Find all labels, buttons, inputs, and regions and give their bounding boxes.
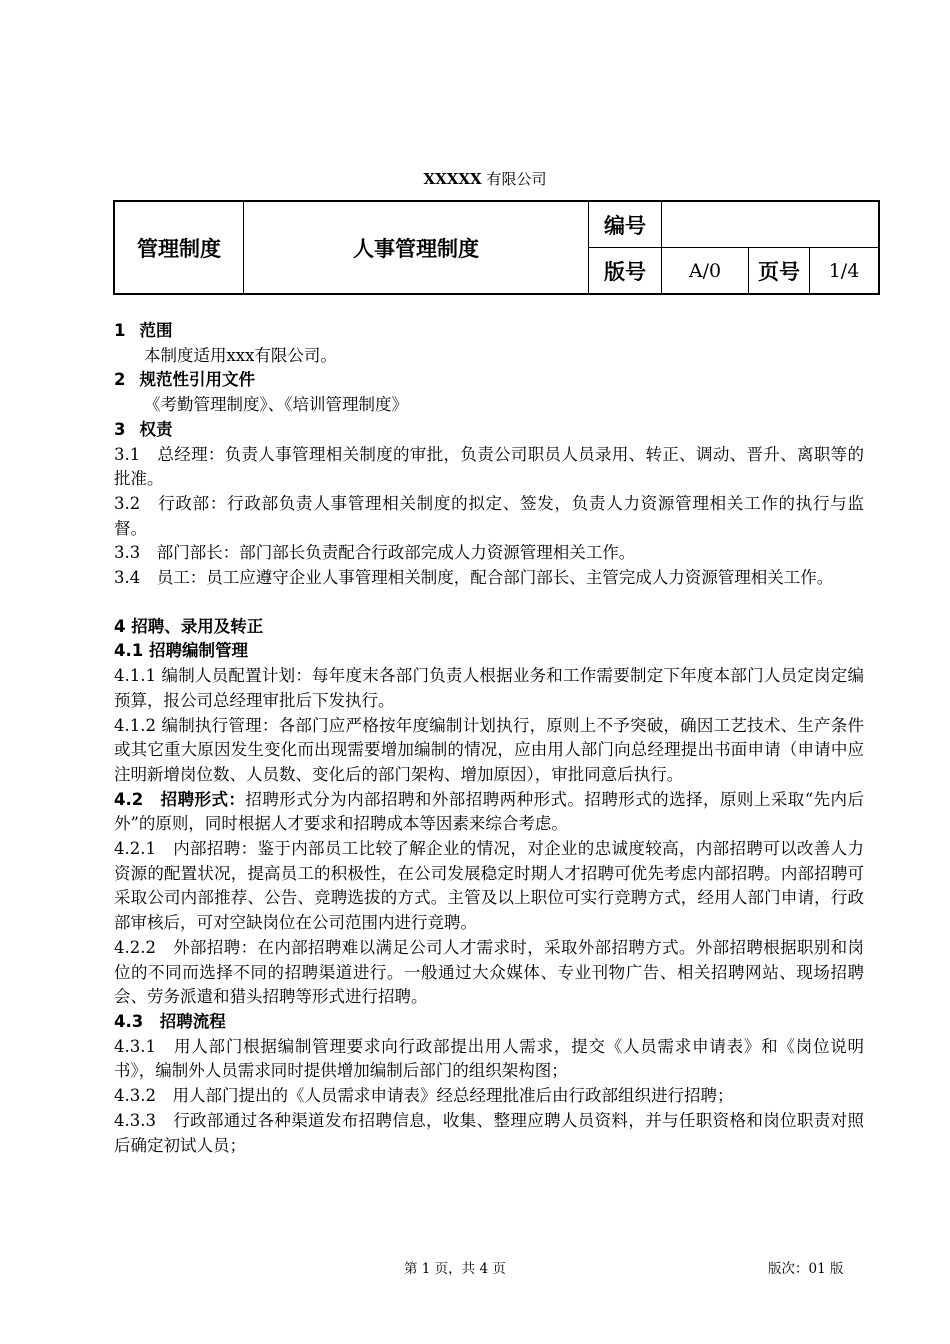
- paragraph-4-2-1: 4.2.1 内部招聘：鉴于内部员工比较了解企业的情况，对企业的忠诚度较高，内部招聘可以改善人力资源的配置状况，提高员工的积极性，在公司发展稳定时期人才招聘可优先考虑内部招聘。内部招聘可采取公司内部推荐、公告、竞聘选拔的方式。主管及以上职位可实行竞聘方式，经用人部门申请，行政部审核后，可对空缺岗位在公司范围内进行竞聘。: [114, 839, 864, 933]
- doc-title: 人事管理制度: [244, 201, 589, 294]
- page-label: 页号: [749, 248, 810, 295]
- paragraph-4-1-2: 4.1.2 编制执行管理：各部门应严格按年度编制计划执行，原则上不予突破，确因工艺技术、生产条件或其它重大原因发生变化而出现需要增加编制的情况，应由用人部门向总经理提出书面申请（申请中应注明新增岗位数、人员数、变化后的部门架构、增加原因），审批同意后执行。: [114, 715, 864, 784]
- footer-edition: 版次：01 版: [768, 1261, 844, 1277]
- spacer: [114, 591, 864, 615]
- document-header-table: [113, 200, 880, 295]
- paragraph-3-1: 3.1 总经理：负责人事管理相关制度的审批，负责公司职员人员录用、转正、调动、晋升、离职等的批准。: [114, 444, 864, 489]
- footer-page-info: 第 1 页，共 4 页: [404, 1261, 506, 1277]
- section-1-heading: 1 范围: [114, 321, 173, 340]
- section-3-heading: 3 权责: [114, 419, 173, 439]
- paragraph-4-3-2: 4.3.2 用人部门提出的《人员需求申请表》经总经理批准后由行政部组织进行招聘；: [114, 1086, 734, 1106]
- section-1-text: 本制度适用xxx有限公司。: [144, 345, 337, 365]
- page-value: 1/4: [810, 248, 880, 295]
- paragraph-4-3-1: 4.3.1 用人部门根据编制管理要求向行政部提出用人需求，提交《人员需求申请表》和《岗位说明书》，编制外人员需求同时提供增加编制后部门的组织架构图；: [114, 1036, 864, 1081]
- code-value: [662, 201, 880, 248]
- section-4-heading: 4 招聘、录用及转正: [114, 616, 264, 636]
- paragraph-3-2: 3.2 行政部：行政部负责人事管理相关制度的拟定、签发，负责人力资源管理相关工作的执行与监督。: [114, 493, 864, 538]
- section-4-2-heading: 4.2 招聘形式：: [114, 789, 246, 809]
- document-body: [114, 319, 864, 1158]
- version-value: A/0: [662, 248, 749, 295]
- paragraph-4-2-2: 4.2.2 外部招聘：在内部招聘难以满足公司人才需求时，采取外部招聘方式。外部招聘根据职别和岗位的不同而选择不同的招聘渠道进行。一般通过大众媒体、专业刊物广告、相关招聘网站、现场招聘会、劳务派遣和猎头招聘等形式进行招聘。: [114, 937, 864, 1007]
- section-2-text: 《考勤管理制度》、《培训管理制度》: [144, 395, 408, 415]
- section-4-1-heading: 4.1 招聘编制管理: [114, 641, 248, 661]
- doc-type: 管理制度: [114, 201, 244, 294]
- paragraph-4-3-3: 4.3.3 行政部通过各种渠道发布招聘信息，收集、整理应聘人员资料，并与任职资格和岗位职责对照后确定初试人员；: [114, 1110, 864, 1155]
- section-2-heading: 2 规范性引用文件: [114, 370, 255, 390]
- company-name: XXXXX 有限公司: [423, 170, 547, 188]
- version-label: 版号: [589, 248, 662, 295]
- paragraph-3-3: 3.3 部门部长：部门部长负责配合行政部完成人力资源管理相关工作。: [114, 543, 636, 563]
- paragraph-4-1-1: 4.1.1 编制人员配置计划：每年度末各部门负责人根据业务和工作需要制定下年度本部门人员定岗定编预算，报公司总经理审批后下发执行。: [114, 666, 864, 710]
- paragraph-3-4: 3.4 员工：员工应遵守企业人事管理相关制度，配合部门部长、主管完成人力资源管理相关工作。: [114, 568, 834, 588]
- paragraph-4-2: 4.2 招聘形式：招聘形式分为内部招聘和外部招聘两种形式。招聘形式的选择，原则上采取“先内后外”的原则，同时根据人才要求和招聘成本等因素来综合考虑。: [114, 789, 865, 834]
- section-4-3-heading: 4.3 招聘流程: [114, 1011, 226, 1031]
- code-label: 编号: [589, 201, 662, 248]
